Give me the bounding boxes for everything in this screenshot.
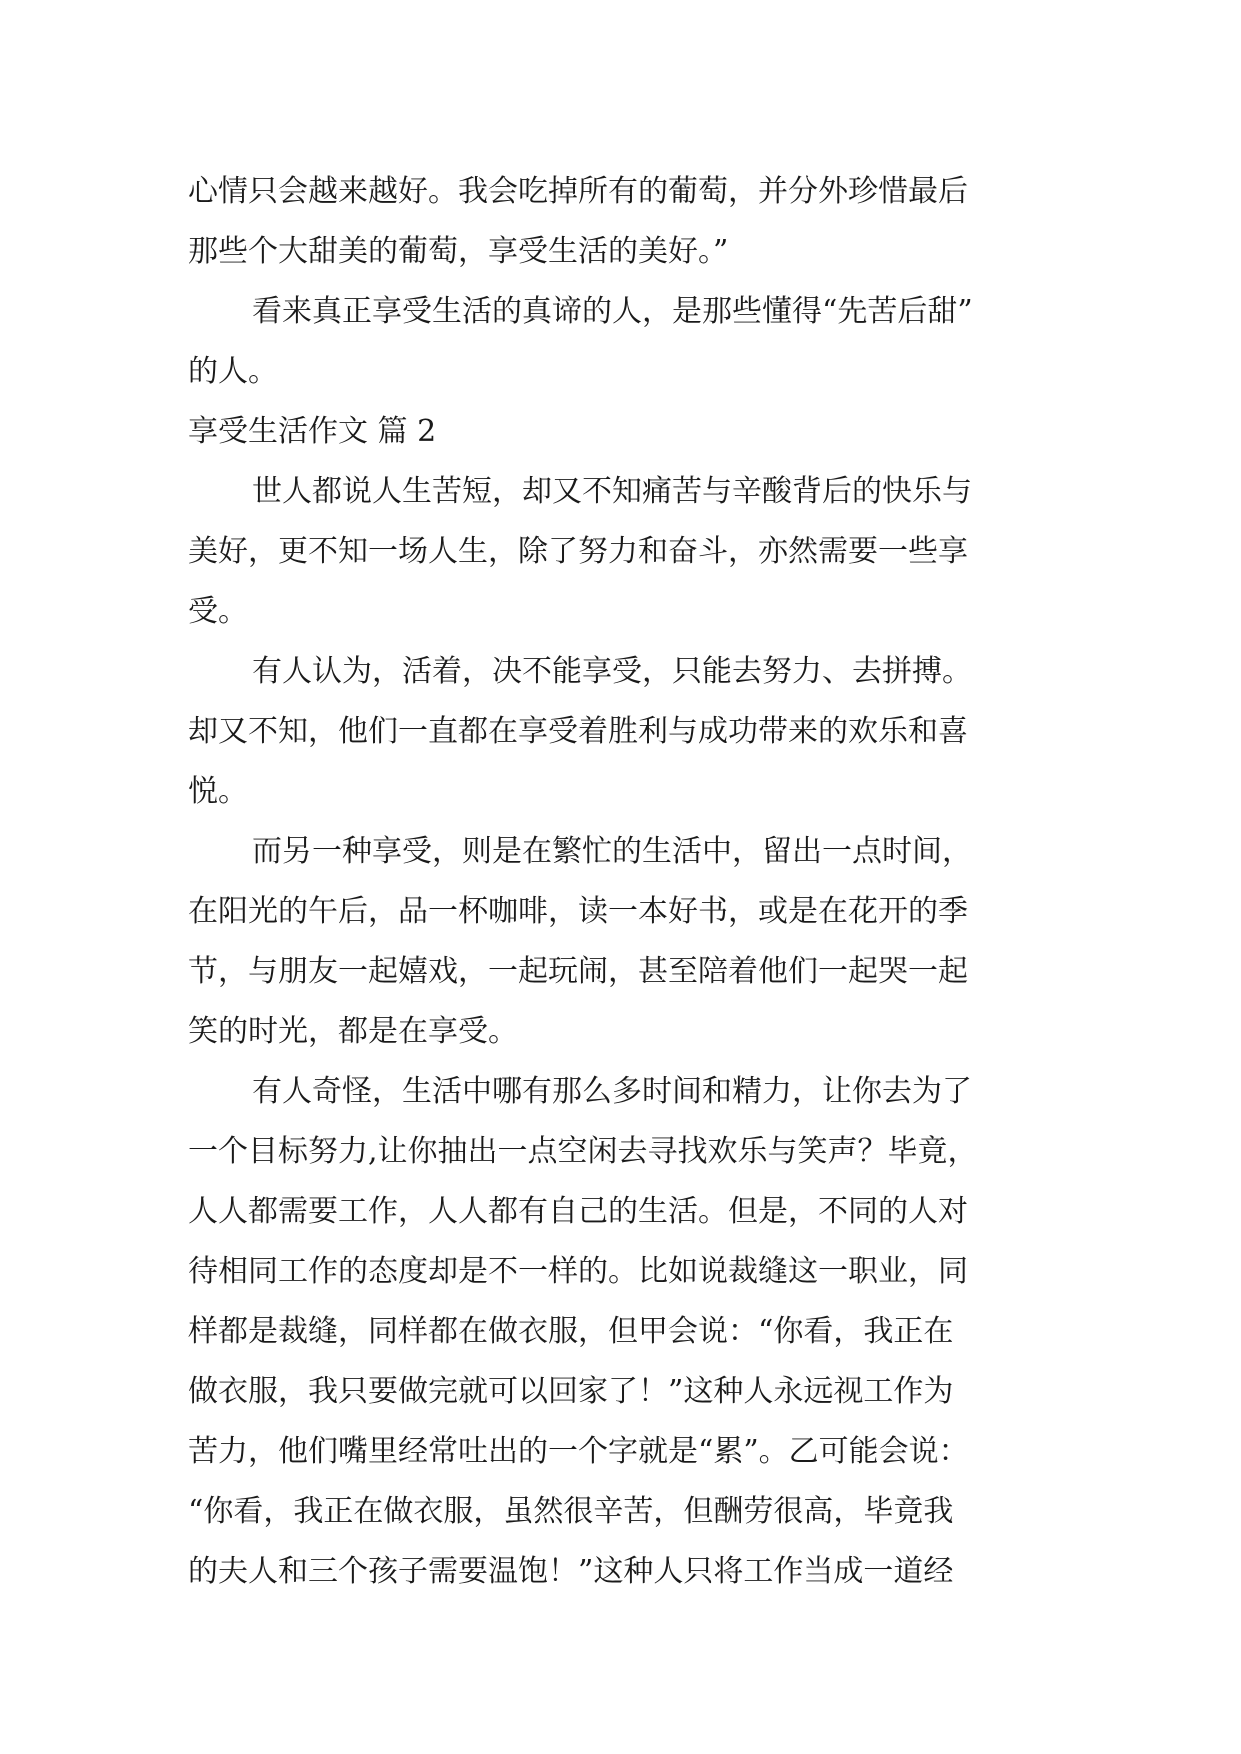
text-line: 待相同工作的态度却是不一样的。比如说裁缝这一职业，同 xyxy=(188,1254,968,1289)
text-line: 做衣服，我只要做完就可以回家了！”这种人永远视工作为 xyxy=(188,1374,954,1409)
text-line: 的人。 xyxy=(188,354,278,389)
text-line: 的夫人和三个孩子需要温饱！”这种人只将工作当成一道经 xyxy=(188,1554,954,1589)
essay-body xyxy=(188,162,1088,1602)
text-line: 美好，更不知一场人生，除了努力和奋斗，亦然需要一些享 xyxy=(188,534,968,569)
text-line: 受。 xyxy=(188,594,248,629)
text-line: 笑的时光，都是在享受。 xyxy=(188,1014,518,1049)
text-line: 悦。 xyxy=(188,774,248,809)
text-line: 有人认为，活着，决不能享受，只能去努力、去拼搏。 xyxy=(252,654,972,689)
section-heading: 享受生活作文 篇 2 xyxy=(188,414,437,449)
text-line: 看来真正享受生活的真谛的人，是那些懂得“先苦后甜” xyxy=(252,294,973,329)
text-line: 一个目标努力,让你抽出一点空闲去寻找欢乐与笑声？毕竟， xyxy=(188,1134,978,1169)
text-line: 那些个大甜美的葡萄，享受生活的美好。” xyxy=(188,234,729,269)
text-line: 世人都说人生苦短，却又不知痛苦与辛酸背后的快乐与 xyxy=(252,474,972,509)
text-line: 人人都需要工作，人人都有自己的生活。但是，不同的人对 xyxy=(188,1194,968,1229)
text-line: 心情只会越来越好。我会吃掉所有的葡萄，并分外珍惜最后 xyxy=(188,174,968,209)
text-line: 却又不知，他们一直都在享受着胜利与成功带来的欢乐和喜 xyxy=(188,714,968,749)
text-line: 而另一种享受，则是在繁忙的生活中，留出一点时间， xyxy=(252,834,972,869)
text-line: 在阳光的午后，品一杯咖啡，读一本好书，或是在花开的季 xyxy=(188,894,968,929)
text-line: 节，与朋友一起嬉戏，一起玩闹，甚至陪着他们一起哭一起 xyxy=(188,954,968,989)
text-line: 样都是裁缝，同样都在做衣服，但甲会说：“你看，我正在 xyxy=(188,1314,954,1349)
text-line: 苦力，他们嘴里经常吐出的一个字就是“累”。乙可能会说： xyxy=(188,1434,969,1469)
text-line: “你看，我正在做衣服，虽然很辛苦，但酬劳很高，毕竟我 xyxy=(188,1494,954,1529)
text-line: 有人奇怪，生活中哪有那么多时间和精力，让你去为了 xyxy=(252,1074,972,1109)
